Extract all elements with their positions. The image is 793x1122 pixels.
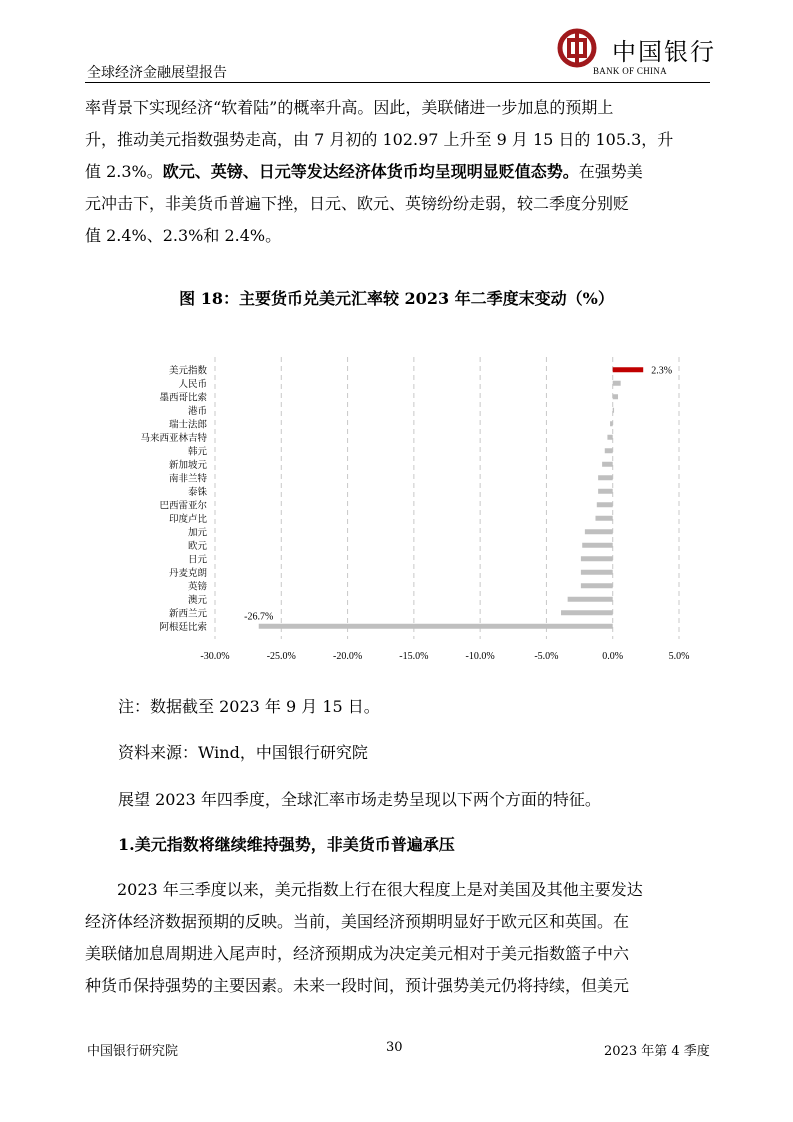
x-tick-label: -25.0% [266, 651, 296, 662]
body-line: 种货币保持强势的主要因素。未来一段时间，预计强势美元仍将持续，但美元 [85, 976, 630, 995]
body-line: 2023 年三季度以来，美元指数上行在很大程度上是对美国及其他主要发达 [117, 880, 643, 899]
data-label: -26.7% [244, 611, 274, 623]
intro-bold: 欧元、英镑、日元等发达经济体货币均呈现明显贬值态势。 [162, 162, 579, 181]
category-label: 墨西哥比索 [159, 392, 207, 404]
bank-logo-cn: 中国银行 [612, 38, 716, 66]
intro-line: 率背景下实现经济“软着陆”的概率升高。因此，美联储进一步加息的预期上 [85, 98, 614, 117]
bar [605, 448, 613, 453]
category-label: 英镑 [187, 581, 207, 593]
bar [607, 435, 612, 440]
chart-source: 资料来源：Wind，中国银行研究院 [118, 743, 368, 762]
category-label: 南非兰特 [168, 473, 207, 485]
bar [581, 583, 613, 588]
bar [561, 610, 613, 615]
bar [613, 367, 643, 372]
page-number: 30 [386, 1040, 403, 1055]
bar [582, 543, 612, 548]
x-tick-label: 5.0% [668, 651, 690, 662]
x-tick-label: -15.0% [399, 651, 429, 662]
intro-paragraph [85, 92, 715, 252]
bank-logo-en: BANK OF CHINA [593, 66, 667, 76]
bar [259, 624, 613, 629]
bar [585, 529, 613, 534]
category-label: 瑞士法郎 [168, 419, 207, 431]
body-line: 美联储加息周期进入尾声时，经济预期成为决定美元相对于美元指数篮子中六 [85, 944, 630, 963]
category-label: 新西兰元 [168, 608, 207, 620]
bar [613, 408, 614, 413]
body-line: 经济体经济数据预期的反映。当前，美国经济预期明显好于欧元区和英国。在 [85, 912, 630, 931]
category-label: 日元 [187, 554, 207, 566]
intro-line: 值 2.4%、2.3%和 2.4%。 [85, 226, 282, 245]
bar [581, 556, 613, 561]
category-label: 美元指数 [168, 365, 207, 377]
footer-period: 2023 年第 4 季度 [604, 1044, 710, 1059]
category-label: 阿根廷比索 [159, 621, 207, 633]
category-label: 欧元 [187, 540, 207, 552]
bar [598, 489, 613, 494]
outlook-line: 展望 2023 年四季度，全球汇率市场走势呈现以下两个方面的特征。 [118, 790, 601, 809]
figure-title: 图 18：主要货币兑美元汇率较 2023 年二季度末变动（%） [179, 289, 614, 308]
bar [610, 421, 613, 426]
category-label: 韩元 [187, 446, 207, 458]
category-label: 丹麦克朗 [168, 567, 207, 579]
x-tick-label: -30.0% [200, 651, 230, 662]
category-label: 港币 [187, 405, 207, 417]
category-label: 印度卢比 [168, 513, 207, 525]
bar [568, 597, 613, 602]
category-label: 马来西亚林吉特 [140, 432, 207, 444]
category-label: 澳元 [187, 594, 207, 606]
category-label: 新加坡元 [168, 459, 207, 471]
bar [613, 381, 621, 386]
report-title: 全球经济金融展望报告 [87, 65, 227, 81]
x-tick-label: -5.0% [534, 651, 559, 662]
bar [598, 475, 613, 480]
category-label: 人民币 [178, 378, 207, 390]
x-tick-label: -20.0% [332, 651, 363, 662]
bar [581, 570, 613, 575]
bar [595, 516, 612, 521]
category-label: 巴西雷亚尔 [159, 500, 207, 512]
chart-note: 注：数据截至 2023 年 9 月 15 日。 [118, 697, 380, 716]
header-divider [85, 82, 710, 83]
data-label: 2.3% [651, 365, 673, 377]
bar [613, 394, 618, 399]
intro-line: 升，推动美元指数强势走高，由 7 月初的 102.97 上升至 9 月 15 日的 105.3，升 [85, 130, 674, 149]
category-label: 加元 [187, 527, 207, 539]
category-label: 泰铢 [187, 486, 207, 498]
bar [602, 462, 613, 467]
bar [597, 502, 613, 507]
footer-org: 中国银行研究院 [87, 1044, 179, 1059]
section-heading: 1.美元指数将继续维持强势，非美货币普遍承压 [118, 835, 455, 854]
body-paragraph [85, 874, 715, 1002]
intro-line: 元冲击下，非美货币普遍下挫，日元、欧元、英镑纷纷走弱，较二季度分别贬 [85, 194, 630, 213]
intro-line: 值 2.3%。欧元、英镑、日元等发达经济体货币均呈现明显贬值态势。在强势美 [85, 162, 643, 181]
x-tick-label: -10.0% [465, 651, 495, 662]
fx-change-bar-chart [100, 345, 720, 670]
x-tick-label: 0.0% [602, 651, 624, 662]
